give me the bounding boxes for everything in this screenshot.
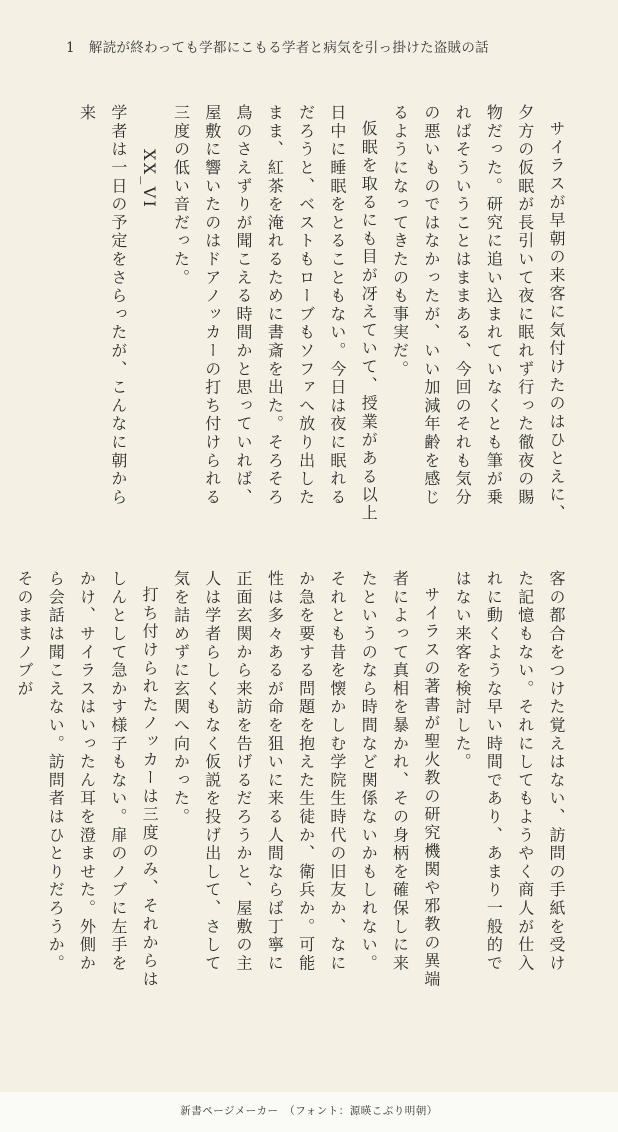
section-marker: XX_VI <box>140 148 160 209</box>
paragraph: サイラスの著書が聖火教の研究機関や邪教の異端者によって真相を暴かれ、その身柄を確保しに来たというのなら時間など関係ないかもしれない。それとも昔を懐かしむ学院生時代の旧友か、なにか急を要する問題を抱えた生徒か、衛兵か。可能性は多々あるが命を狙いに来る人間ならば丁寧に正面玄関から来訪を告げるだろうかと、屋敷の主人は学者らしくもなく仮説を投げ出して、さして気を詰めずに玄関へ向かった。 <box>171 570 441 989</box>
lower-text-block <box>14 570 572 990</box>
paragraph: 打ち付けられたノッカーは三度のみ、それからはしんとして急かす様子もない。扉のノブに左手をかけ、サイラスはいったん耳を澄ませた。外側から会話は聞こえない。訪問者はひとりだろうか。そのままノブが <box>14 570 160 989</box>
chapter-title: 解読が終わっても学都にこもる学者と病気を引っ掛けた盗賊の話 <box>88 40 489 56</box>
paragraph: 仮眠を取るにも目が冴えていて、授業がある以上日中に睡眠をとることもない。今日は夜に眠れるだろうと、ベストもローブもソファへ放り出したまま、紅茶を淹れるために書斎を出た。そろそろ鳥のさえずりが聞こえる時間かと思っていれば、屋敷に響いたのはドアノッカーの打ち付けられる三度の低い音だった。 <box>171 104 379 523</box>
chapter-number: 1 <box>66 40 75 56</box>
paragraph: サイラスが早朝の来客に気付けたのはひとえに、夕方の仮眠が長引いて夜に眠れず行った徹夜の賜物だった。研究に追い込まれていなくとも筆が乗ればそういうことはままある、今回のそれも気分の悪いものではなかったが、いい加減年齢を感じるようになってきたのも事実だ。 <box>390 104 566 523</box>
paragraph: 客の都合をつけた覚えはない、訪問の手紙を受けた記憶もない。それにしてもようやく商人が仕入れに動くような早い時間であり、あまり一般的ではない来客を検討した。 <box>453 570 566 973</box>
page-footer: 新書ページメーカー （フォント：源暎こぶり明朝） <box>180 1105 438 1117</box>
paragraph: 学者は一日の予定をさらったが、こんなに朝から来 <box>77 104 128 507</box>
upper-text-block <box>52 104 572 524</box>
chapter-header <box>66 36 586 56</box>
